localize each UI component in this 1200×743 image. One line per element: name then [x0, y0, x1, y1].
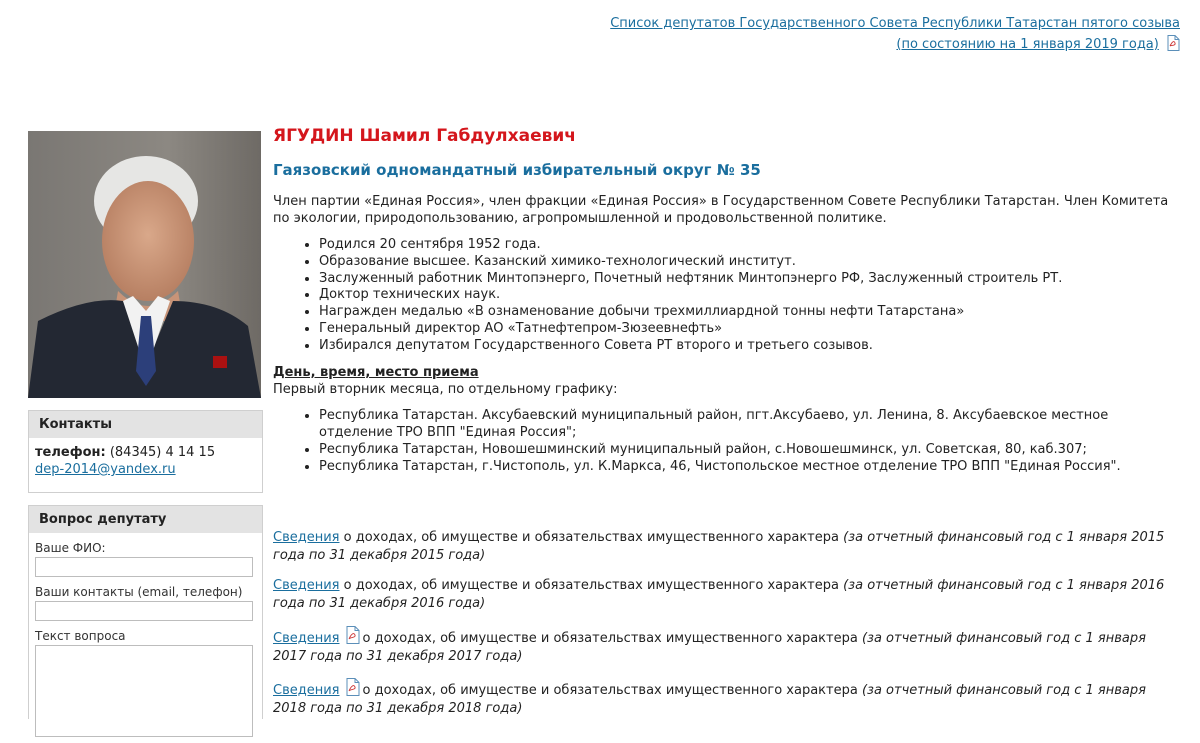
- list-item: • Республика Татарстан, г.Чистополь, ул. К.Маркса, 46, Чистопольское местное отделение ТРО ВПП "Единая Россия".: [319, 458, 1183, 475]
- question-textarea[interactable]: [35, 645, 253, 737]
- income-period: (за отчетный финансовый год с 1 января 2017 года по 31 декабря 2017 года): [273, 631, 1146, 664]
- biography-list: [273, 237, 1183, 355]
- phone-value: (84345) 4 14 15: [109, 445, 216, 460]
- email-link[interactable]: dep-2014@yandex.ru: [35, 462, 176, 477]
- pdf-icon[interactable]: [346, 678, 360, 696]
- document-icon[interactable]: [1167, 35, 1180, 51]
- income-item-2017: [273, 626, 1183, 665]
- question-title: Вопрос депутату: [29, 506, 262, 533]
- income-text: о доходах, об имуществе и обязательствах имущественного характера: [343, 578, 839, 593]
- reception-places: [273, 407, 1183, 475]
- income-link-2016[interactable]: Сведения: [273, 578, 340, 593]
- income-item-2016: [273, 577, 1183, 612]
- income-text: о доходах, об имуществе и обязательствах имущественного характера: [362, 683, 858, 698]
- list-item: • Награжден медалью «В ознаменование добычи трехмиллиардной тонны нефти Татарстана»: [319, 304, 1183, 321]
- income-text: о доходах, об имуществе и обязательствах имущественного характера: [362, 631, 858, 646]
- fio-label: Ваше ФИО:: [35, 541, 106, 555]
- income-link-2017[interactable]: Сведения: [273, 631, 340, 646]
- list-item: • Избирался депутатом Государственного Совета РТ второго и третьего созывов.: [319, 338, 1183, 355]
- income-period: (за отчетный финансовый год с 1 января 2015 года по 31 декабря 2015 года): [273, 530, 1165, 563]
- phone-label: телефон:: [35, 445, 106, 460]
- deputy-info: [273, 124, 1183, 475]
- income-link-2015[interactable]: Сведения: [273, 530, 340, 545]
- list-item: • Родился 20 сентября 1952 года.: [319, 237, 1183, 254]
- reception-schedule: Первый вторник месяца, по отдельному графику:: [273, 381, 618, 397]
- income-link-2018[interactable]: Сведения: [273, 683, 340, 698]
- deputy-photo: [28, 131, 261, 398]
- deputy-name: ЯГУДИН Шамил Габдулхаевич: [273, 126, 576, 146]
- question-text-label: Текст вопроса: [35, 629, 126, 643]
- deputies-list-link-block: [610, 13, 1180, 55]
- party-text: Член партии «Единая Россия», член фракции «Единая Россия» в Государственном Совете Республики Татарстан. Член Комитета по экологии, природопользованию, агропромышленной и продовольственной политике.: [273, 194, 1169, 226]
- contacts-title: Контакты: [29, 411, 262, 438]
- question-form: [28, 505, 263, 719]
- contacts-input[interactable]: [35, 601, 253, 621]
- contacts-panel: [28, 410, 263, 493]
- income-item-2018: [273, 678, 1183, 717]
- list-item: • Заслуженный работник Минтопэнерго, Почетный нефтяник Минтопэнерго РФ, Заслуженный строитель РТ.: [319, 271, 1183, 288]
- list-item: • Образование высшее. Казанский химико-технологический институт.: [319, 254, 1183, 271]
- deputies-list-date-link[interactable]: (по состоянию на 1 января 2019 года): [896, 37, 1159, 52]
- pdf-icon[interactable]: [346, 626, 360, 644]
- income-item-2015: [273, 529, 1183, 564]
- list-item: • Доктор технических наук.: [319, 287, 1183, 304]
- list-item: • Генеральный директор АО «Татнефтепром-Зюзеевнефть»: [319, 321, 1183, 338]
- district-title: Гаязовский одномандатный избирательный округ № 35: [273, 161, 761, 179]
- fio-input[interactable]: [35, 557, 253, 577]
- list-item: • Республика Татарстан, Новошешминский муниципальный район, с.Новошешминск, ул. Советская, 80, каб.307;: [319, 441, 1183, 458]
- list-item: • Республика Татарстан. Аксубаевский муниципальный район, пгт.Аксубаево, ул. Ленина, 8. Аксубаевское местное отделение ТРО ВПП "Единая Россия";: [319, 407, 1183, 441]
- income-text: о доходах, об имуществе и обязательствах имущественного характера: [343, 530, 839, 545]
- phone-row: [35, 444, 256, 461]
- contacts-label: Ваши контакты (email, телефон): [35, 585, 243, 599]
- reception-title: День, время, место приема: [273, 364, 479, 380]
- income-period: (за отчетный финансовый год с 1 января 2018 года по 31 декабря 2018 года): [273, 683, 1146, 716]
- income-period: (за отчетный финансовый год с 1 января 2016 года по 31 декабря 2016 года): [273, 578, 1165, 611]
- deputies-list-link[interactable]: Список депутатов Государственного Совета Республики Татарстан пятого созыва: [610, 16, 1180, 31]
